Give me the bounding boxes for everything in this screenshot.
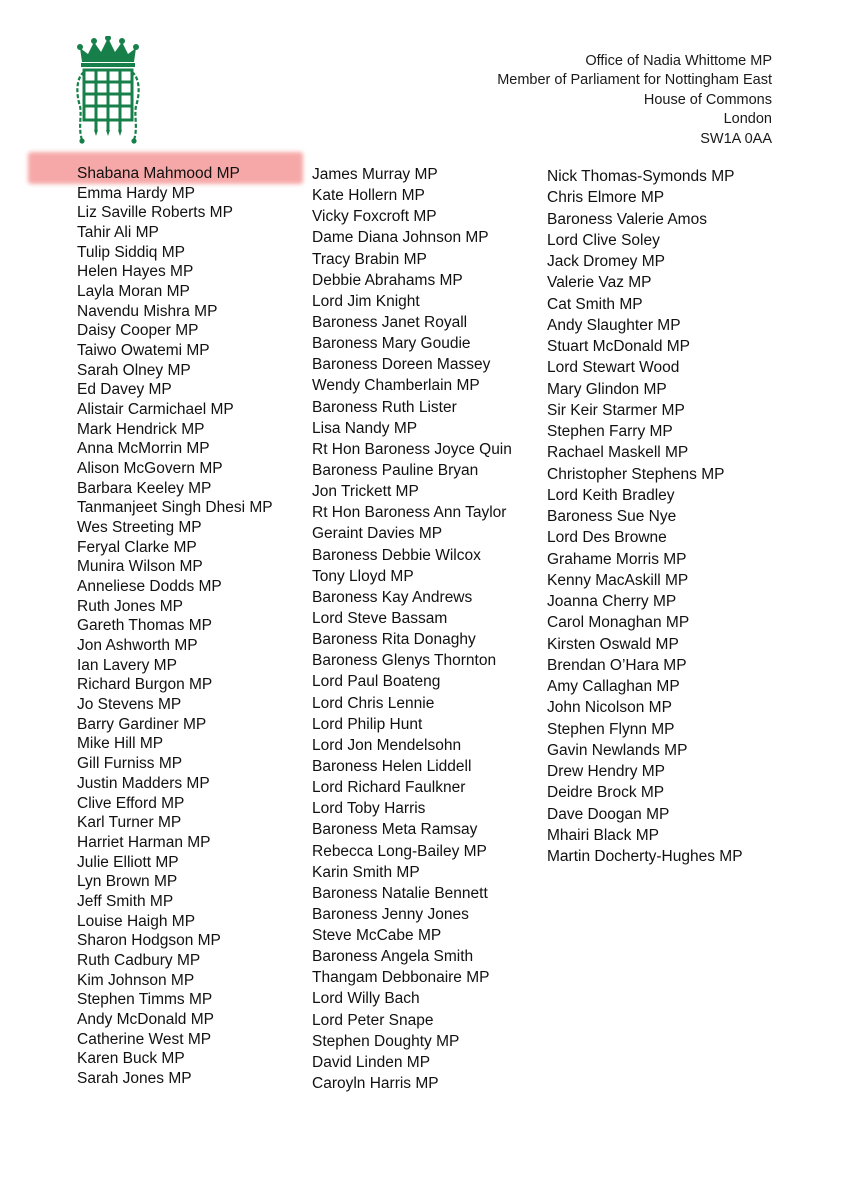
signatory-name: Carol Monaghan MP: [547, 614, 690, 632]
signatory-name: Nick Thomas-Symonds MP: [547, 168, 735, 185]
signatory-name: Helen Hayes MP: [77, 263, 194, 281]
signatory-name: Lisa Nandy MP: [312, 419, 418, 437]
signatory-name: Drew Hendry MP: [547, 763, 665, 780]
signatory-name: Catherine West MP: [77, 1030, 212, 1048]
signatory-name: Stephen Timms MP: [77, 991, 213, 1009]
signatory-name: Rt Hon Baroness Joyce Quin: [312, 440, 512, 458]
signatory-name: Kim Johnson MP: [77, 971, 195, 989]
signatory-name: Debbie Abrahams MP: [312, 271, 463, 289]
signatory-name: Baroness Jenny Jones: [312, 905, 469, 923]
signatory-name: Lord Stewart Wood: [547, 359, 680, 377]
signatory-name: Baroness Pauline Bryan: [312, 461, 479, 479]
signatory-name: Lyn Brown MP: [77, 873, 178, 891]
signatory-name: Lord Richard Faulkner: [312, 779, 466, 797]
signatory-name: Alison McGovern MP: [77, 460, 223, 478]
signatory-name: Ruth Cadbury MP: [77, 951, 201, 969]
signatory-name: Baroness Debbie Wilcox: [312, 546, 481, 564]
signatory-name: Chris Elmore MP: [547, 189, 665, 207]
signatory-name: David Linden MP: [312, 1053, 431, 1071]
signatory-name: Kate Hollern MP: [312, 187, 425, 205]
signatory-name: Baroness Ruth Lister: [312, 398, 457, 416]
signatory-name: Stephen Flynn MP: [547, 720, 675, 738]
signatory-name: Lord Steve Bassam: [312, 609, 448, 627]
signatory-name: Baroness Mary Goudie: [312, 335, 471, 353]
signatory-name: Sarah Jones MP: [77, 1069, 192, 1087]
signatory-name: Rebecca Long-Bailey MP: [312, 842, 487, 860]
signatory-name: Kenny MacAskill MP: [547, 571, 689, 589]
signatory-name: Baroness Valerie Amos: [547, 210, 707, 228]
signatory-name: Baroness Glenys Thornton: [312, 652, 497, 670]
signatory-name: Karin Smith MP: [312, 863, 420, 881]
signatory-name: Mike Hill MP: [77, 735, 164, 753]
signatory-name: Stephen Farry MP: [547, 423, 673, 440]
signatory-name: Justin Madders MP: [77, 774, 210, 792]
signatory-name: Lord Keith Bradley: [547, 486, 675, 504]
signatory-name: Richard Burgon MP: [77, 676, 213, 694]
signatory-name: Baroness Janet Royall: [312, 313, 468, 331]
signatory-name: Tony Lloyd MP: [312, 567, 414, 585]
signatory-name: Feryal Clarke MP: [77, 538, 197, 556]
signatory-name: Shabana Mahmood MP: [77, 165, 240, 182]
signatory-name: Thangam Debbonaire MP: [312, 969, 490, 987]
signatory-name: Valerie Vaz MP: [547, 274, 652, 292]
signatory-name: James Murray MP: [312, 166, 438, 183]
signatory-name: Wendy Chamberlain MP: [312, 377, 480, 395]
signatory-name: Tahir Ali MP: [77, 224, 159, 242]
signatory-name: Mary Glindon MP: [547, 380, 667, 398]
signatory-name: Christopher Stephens MP: [547, 465, 725, 483]
address-line: House of Commons: [643, 91, 772, 108]
signatory-name: Tulip Siddiq MP: [77, 243, 185, 261]
signatory-name: Gavin Newlands MP: [547, 741, 688, 759]
signatory-name: Grahame Morris MP: [547, 550, 687, 568]
signatory-name: Anneliese Dodds MP: [77, 578, 222, 596]
signatory-column-1: [77, 164, 273, 1089]
signatory-name: Lord Des Browne: [547, 529, 667, 547]
signatory-name: Rachael Maskell MP: [547, 444, 689, 462]
signatory-name: Andy Slaughter MP: [547, 316, 681, 334]
signatory-name: Jon Ashworth MP: [77, 637, 198, 655]
signatory-name: Jon Trickett MP: [312, 483, 419, 501]
address-line: Member of Parliament for Nottingham East: [497, 72, 772, 89]
signatory-name: Baroness Sue Nye: [547, 508, 677, 525]
signatory-name: Liz Saville Roberts MP: [77, 204, 233, 222]
signatory-name: Mhairi Black MP: [547, 826, 659, 844]
signatory-name: Baroness Angela Smith: [312, 948, 474, 966]
signatory-name: Ruth Jones MP: [77, 597, 183, 615]
signatory-name: Baroness Meta Ramsay: [312, 821, 478, 839]
signatory-name: Gill Furniss MP: [77, 755, 183, 773]
signatory-name: Julie Elliott MP: [77, 853, 179, 871]
signatory-name: Karen Buck MP: [77, 1050, 185, 1068]
signatory-name: Deidre Brock MP: [547, 784, 665, 802]
signatory-name: Harriet Harman MP: [77, 833, 211, 851]
signatory-name: Joanna Cherry MP: [547, 593, 677, 610]
signatory-name: Alistair Carmichael MP: [77, 401, 234, 419]
signatory-name: Rt Hon Baroness Ann Taylor: [312, 504, 507, 522]
signatory-name: Layla Moran MP: [77, 283, 190, 301]
signatory-name: Sharon Hodgson MP: [77, 932, 221, 950]
signatory-name: Sarah Olney MP: [77, 361, 191, 379]
signatory-name: Barry Gardiner MP: [77, 715, 207, 733]
signatory-name: Ed Davey MP: [77, 381, 172, 399]
signatory-name: Cat Smith MP: [547, 295, 643, 313]
signatory-name: Mark Hendrick MP: [77, 420, 205, 438]
signatory-name: Baroness Doreen Massey: [312, 356, 491, 374]
signatory-name: Taiwo Owatemi MP: [77, 342, 210, 360]
signatory-name: Lord Clive Soley: [547, 231, 660, 249]
signatory-name: Stuart McDonald MP: [547, 338, 690, 355]
signatory-name: Ian Lavery MP: [77, 656, 177, 674]
signatory-name: Vicky Foxcroft MP: [312, 208, 437, 226]
signatory-name: Geraint Davies MP: [312, 525, 443, 543]
signatory-name: Dame Diana Johnson MP: [312, 229, 489, 247]
signatory-name: Wes Streeting MP: [77, 519, 202, 537]
address-line: Office of Nadia Whittome MP: [585, 53, 772, 69]
signatory-name: Baroness Natalie Bennett: [312, 884, 488, 902]
signatory-name: Lord Willy Bach: [312, 990, 420, 1008]
signatory-name: Lord Paul Boateng: [312, 673, 441, 691]
signatory-name: Clive Efford MP: [77, 794, 185, 812]
signatory-name: Baroness Rita Donaghy: [312, 631, 476, 649]
signatory-name: Daisy Cooper MP: [77, 322, 199, 340]
signatory-name: Caroyln Harris MP: [312, 1075, 439, 1093]
signatory-name: Baroness Kay Andrews: [312, 588, 473, 606]
signatory-name: Lord Jon Mendelsohn: [312, 736, 462, 754]
signatory-name: Steve McCabe MP: [312, 927, 442, 945]
signatory-column-2: [312, 164, 512, 1094]
address-line: SW1A 0AA: [700, 130, 772, 147]
signatory-name: Navendu Mishra MP: [77, 302, 218, 320]
signatory-name: Kirsten Oswald MP: [547, 635, 679, 653]
signatory-name: Lord Jim Knight: [312, 292, 420, 310]
signatory-name: Martin Docherty-Hughes MP: [547, 848, 743, 865]
signatory-column-3: [547, 166, 743, 867]
signatory-name: John Nicolson MP: [547, 699, 672, 717]
signatory-name: Tanmanjeet Singh Dhesi MP: [77, 499, 273, 517]
signatory-name: Amy Callaghan MP: [547, 678, 680, 695]
address-line: London: [723, 111, 772, 128]
sender-address-block: [497, 52, 772, 149]
signatory-name: Sir Keir Starmer MP: [547, 401, 685, 419]
signatory-name: Jeff Smith MP: [77, 892, 174, 910]
signatory-name: Anna McMorrin MP: [77, 440, 210, 458]
signatory-name: Louise Haigh MP: [77, 912, 196, 930]
signatory-name: Stephen Doughty MP: [312, 1032, 460, 1050]
signatory-name: Lord Chris Lennie: [312, 694, 435, 712]
signatory-name: Andy McDonald MP: [77, 1010, 214, 1028]
signatory-name: Baroness Helen Liddell: [312, 757, 472, 775]
signatory-name: Lord Toby Harris: [312, 800, 426, 818]
signatory-name: Dave Doogan MP: [547, 805, 670, 823]
signatory-name: Lord Peter Snape: [312, 1011, 434, 1029]
signatory-name: Jack Dromey MP: [547, 253, 665, 270]
signatory-name: Tracy Brabin MP: [312, 250, 427, 268]
signatory-name: Lord Philip Hunt: [312, 715, 423, 733]
signatory-name: Gareth Thomas MP: [77, 617, 212, 635]
house-of-commons-portcullis-icon: [74, 36, 142, 146]
signatory-name: Karl Turner MP: [77, 814, 182, 832]
signatory-name: Brendan O’Hara MP: [547, 656, 687, 674]
signatory-name: Emma Hardy MP: [77, 184, 195, 202]
signatory-name: Barbara Keeley MP: [77, 479, 212, 497]
signatory-name: Jo Stevens MP: [77, 696, 182, 714]
signatory-name: Munira Wilson MP: [77, 558, 203, 576]
